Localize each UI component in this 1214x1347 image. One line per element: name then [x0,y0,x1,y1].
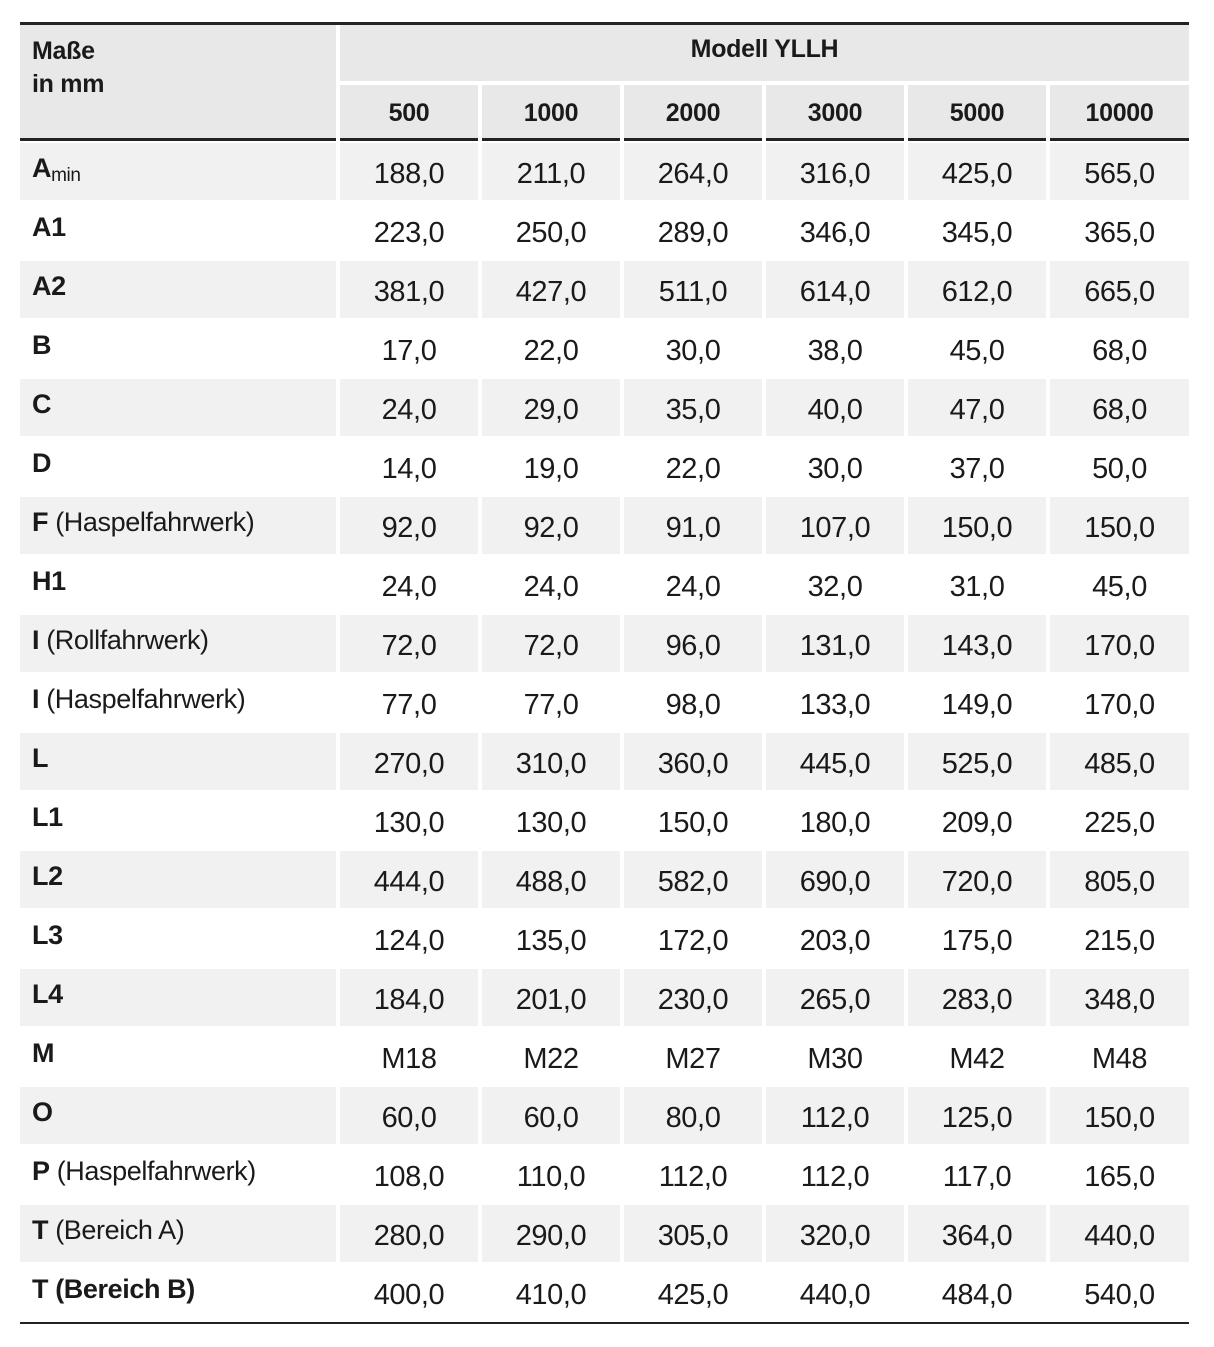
table-cell: 135,0 [515,925,587,957]
table-cell: 488,0 [482,851,620,908]
table-cell: 150,0 [1050,497,1189,554]
table-cell: 305,0 [624,1205,762,1262]
table-cell: 188,0 [340,143,478,200]
header-column: 5000 [908,85,1046,141]
header-label-line2: in mm [32,70,105,98]
table-cell: 346,0 [799,217,871,249]
row-label-symbol: A2 [32,271,66,301]
table-cell: 440,0 [1050,1205,1189,1262]
table-cell: 150,0 [1050,1087,1189,1144]
table-row [20,969,1189,1028]
table-cell: 289,0 [657,217,729,249]
table-cell: 364,0 [908,1205,1046,1262]
table-cell: 30,0 [807,453,863,485]
row-label [20,497,336,554]
table-body [20,143,1189,1323]
row-label-symbol: F [32,507,49,537]
table-cell: M48 [1091,1043,1148,1075]
header-column: 2000 [624,85,762,141]
table-cell: 112,0 [766,1087,904,1144]
table-row [20,497,1189,556]
row-label [20,1205,336,1262]
row-label [20,261,336,318]
table-cell: 184,0 [340,969,478,1026]
table-cell: M27 [665,1043,721,1075]
table-cell: 290,0 [482,1205,620,1262]
table-cell: 410,0 [515,1279,587,1311]
table-row [20,320,1189,379]
table-cell: 511,0 [624,261,762,318]
table-cell: 320,0 [766,1205,904,1262]
table-cell: 14,0 [381,453,437,485]
table-cell: 485,0 [1050,733,1189,790]
row-label [20,969,336,1026]
table-cell: 47,0 [908,379,1046,436]
row-label [20,910,336,967]
table-cell: 108,0 [373,1161,445,1193]
table-row [20,851,1189,910]
table-row [20,1087,1189,1146]
row-label-symbol: L2 [32,861,63,891]
table-cell: 45,0 [949,335,1005,367]
header-label-cell [20,25,336,141]
table-cell: 112,0 [800,1161,870,1193]
table-cell: 22,0 [523,335,579,367]
row-label-symbol: I [32,684,40,714]
row-label [20,1146,336,1203]
table-cell: 316,0 [766,143,904,200]
table-cell: 180,0 [799,807,871,839]
row-label-symbol: C [32,389,52,419]
table-cell: 381,0 [340,261,478,318]
table-cell: 38,0 [807,335,863,367]
table-cell: 22,0 [665,453,721,485]
table-row [20,910,1189,969]
table-cell: M22 [523,1043,579,1075]
table-cell: 68,0 [1050,379,1189,436]
table-row [20,438,1189,497]
table-header [20,25,1189,143]
table-cell: 225,0 [1084,807,1155,839]
table-cell: 805,0 [1050,851,1189,908]
row-label [20,143,336,200]
table-cell: 223,0 [373,217,445,249]
table-cell: 175,0 [941,925,1013,957]
table-cell: 230,0 [624,969,762,1026]
table-cell: 60,0 [482,1087,620,1144]
table-row [20,792,1189,851]
table-cell: 203,0 [799,925,871,957]
table-cell: 19,0 [523,453,579,485]
table-cell: 690,0 [766,851,904,908]
table-cell: 720,0 [908,851,1046,908]
row-label-symbol: L [32,743,49,773]
table-cell: 665,0 [1050,261,1189,318]
table-cell: 60,0 [340,1087,478,1144]
table-row [20,261,1189,320]
row-label-symbol: P [32,1156,50,1186]
table-row [20,1205,1189,1264]
table-cell: 80,0 [624,1087,762,1144]
table-cell: 540,0 [1084,1279,1155,1311]
row-label [20,1028,336,1085]
table-row [20,733,1189,792]
table-row [20,674,1189,733]
table-row [20,1146,1189,1205]
table-cell: 427,0 [482,261,620,318]
row-label [20,792,336,849]
row-label [20,1087,336,1144]
header-column: 3000 [766,85,904,141]
row-label-symbol: A1 [32,212,66,242]
table-cell: 24,0 [340,379,478,436]
table-cell: 50,0 [1092,453,1147,485]
table-cell: 98,0 [665,689,721,721]
row-label [20,674,336,731]
row-label [20,615,336,672]
table-cell: 360,0 [624,733,762,790]
table-cell: 131,0 [766,615,904,672]
row-label [20,851,336,908]
table-cell: 107,0 [766,497,904,554]
table-cell: 77,0 [523,689,579,721]
table-cell: 170,0 [1050,615,1189,672]
table-cell: 117,0 [942,1161,1012,1193]
table-cell: 24,0 [665,571,721,603]
header-column: 10000 [1050,85,1189,141]
table-cell: 68,0 [1092,335,1147,367]
table-cell: 348,0 [1050,969,1189,1026]
table-cell: 345,0 [941,217,1013,249]
table-cell: 525,0 [908,733,1046,790]
table-cell: 110,0 [516,1161,586,1193]
row-label-symbol: L1 [32,802,63,832]
table-cell: 77,0 [381,689,437,721]
table-cell: 92,0 [340,497,478,554]
table-cell: 365,0 [1084,217,1155,249]
table-row [20,615,1189,674]
table-cell: 209,0 [941,807,1013,839]
table-cell: 484,0 [941,1279,1013,1311]
bottom-rule [20,1322,1189,1324]
table-cell: M30 [807,1043,863,1075]
table-row [20,1028,1189,1087]
table-cell: 91,0 [624,497,762,554]
table-cell: 130,0 [515,807,587,839]
dimensions-table [20,22,1189,1311]
table-cell: 444,0 [340,851,478,908]
table-cell: 172,0 [657,925,729,957]
row-label [20,556,336,613]
table-cell: 24,0 [523,571,579,603]
row-label-symbol: L3 [32,920,63,950]
table-cell: 445,0 [766,733,904,790]
row-label-symbol: H1 [32,566,66,596]
table-cell: 614,0 [766,261,904,318]
table-cell: 250,0 [515,217,587,249]
table-cell: 150,0 [908,497,1046,554]
table-cell: 72,0 [340,615,478,672]
table-cell: 125,0 [908,1087,1046,1144]
table-row [20,556,1189,615]
row-label [20,733,336,790]
header-column: 1000 [482,85,620,141]
table-cell: 215,0 [1084,925,1155,957]
row-label-symbol: O [32,1097,53,1127]
table-cell: 150,0 [657,807,729,839]
row-label-note: (Rollfahrwerk) [39,625,209,655]
header-label-line1: Maße [32,37,95,65]
table-row [20,143,1189,202]
row-label-symbol: L4 [32,979,63,1009]
table-cell: 24,0 [381,571,437,603]
table-row [20,202,1189,261]
table-cell: 130,0 [373,807,445,839]
table-cell: 440,0 [799,1279,871,1311]
table-cell: 211,0 [482,143,620,200]
row-label-symbol: A [32,153,52,183]
table-cell: 40,0 [766,379,904,436]
table-cell: 425,0 [908,143,1046,200]
row-label [20,1264,336,1321]
table-cell: 92,0 [482,497,620,554]
table-cell: 400,0 [373,1279,445,1311]
table-cell: 96,0 [624,615,762,672]
table-cell: 270,0 [340,733,478,790]
row-label [20,379,336,436]
table-cell: 310,0 [482,733,620,790]
table-cell: 37,0 [949,453,1005,485]
row-label-note: (Bereich A) [48,1215,185,1245]
header-column: 500 [340,85,478,141]
row-label-symbol: M [32,1038,55,1068]
table-row [20,379,1189,438]
row-label [20,202,336,259]
table-cell: 35,0 [624,379,762,436]
row-label-subscript: min [51,165,81,186]
table-cell: 32,0 [807,571,863,603]
row-label [20,438,336,495]
table-cell: 29,0 [482,379,620,436]
table-row [20,1264,1189,1323]
row-label-note: (Haspelfahrwerk) [39,684,246,714]
table-cell: 170,0 [1084,689,1155,721]
table-cell: 72,0 [482,615,620,672]
header-group-title: Modell YLLH [340,25,1189,81]
row-label-symbol: D [32,448,52,478]
row-label-symbol: T [32,1215,49,1245]
table-cell: 149,0 [941,689,1013,721]
table-cell: 30,0 [665,335,721,367]
row-label-symbol: B [32,330,52,360]
table-cell: 201,0 [482,969,620,1026]
table-cell: M18 [381,1043,437,1075]
table-cell: 565,0 [1050,143,1189,200]
table-cell: 612,0 [908,261,1046,318]
table-cell: 45,0 [1092,571,1147,603]
row-label-symbol: I [32,625,40,655]
table-cell: 425,0 [657,1279,729,1311]
row-label [20,320,336,377]
table-cell: 165,0 [1084,1161,1155,1193]
table-cell: 17,0 [381,335,437,367]
table-cell: 31,0 [949,571,1005,603]
row-label-note: (Haspelfahrwerk) [49,1156,256,1186]
table-cell: 133,0 [799,689,871,721]
row-label-note: (Haspelfahrwerk) [48,507,255,537]
table-cell: 143,0 [908,615,1046,672]
table-cell: 264,0 [624,143,762,200]
table-cell: 582,0 [624,851,762,908]
table-cell: M42 [949,1043,1005,1075]
table-cell: 265,0 [766,969,904,1026]
row-label-symbol: T (Bereich B) [32,1274,195,1304]
table-cell: 280,0 [340,1205,478,1262]
table-cell: 283,0 [908,969,1046,1026]
table-cell: 112,0 [658,1161,728,1193]
table-cell: 124,0 [373,925,445,957]
